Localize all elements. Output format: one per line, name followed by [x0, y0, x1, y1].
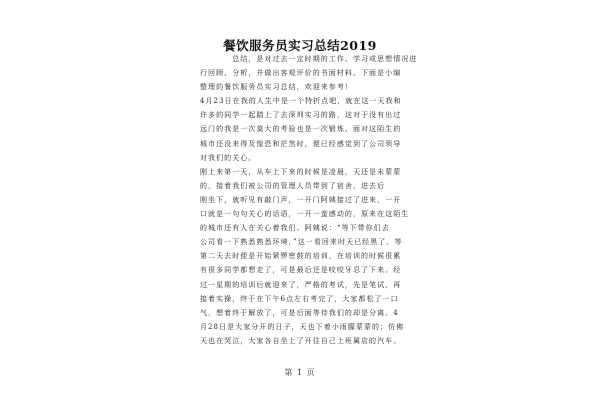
body-line: 有很多同学都想走了，可是最后还是咬咬牙忍了下来。经 — [200, 266, 402, 275]
body-line: 城市还没来得及惶恐和茫然时，便已经感觉到了公司领导 — [200, 139, 402, 148]
body-line: 刚上来第一天，从车上下来的时候是凌晨，天还是未蒙蒙 — [200, 167, 402, 176]
body-line: 天也在哭泣，大家各自坐上了开往自己上班属店的汽车。 — [200, 336, 402, 345]
body-line: 公司看一下熟悉熟悉环境，”这一看回来时天已经黑了。等 — [200, 238, 403, 247]
page-number: 第 1 页 — [284, 368, 316, 377]
body-line: 总结，是对过去一定时期的工作、学习或思想情况进 — [200, 55, 418, 63]
body-line: 月28日是大家分开的日子，天也下着小雨朦蒙蒙的；仿佛 — [200, 322, 405, 331]
body-line: 行回顾、分析，并做出客观评价的书面材料。下面是小编 — [200, 69, 402, 78]
body-line: 口就是一句句关心的话语，一开一蛮感动的，原来在这陌生 — [200, 210, 410, 219]
document-body — [200, 52, 420, 348]
document-title: 餐饮服务员实习总结2019 — [223, 38, 377, 53]
body-line: 远门的我是一次莫大的考验也是一次锻炼。面对这陌生的 — [200, 125, 402, 134]
body-line: 气，想着终于解放了，可是后面等待我们的却是分离。4 — [200, 308, 399, 317]
body-line: 对我们的关心。 — [200, 153, 257, 162]
body-line: 4月23日在我的人生中是一个特折点吧，就在这一天我和 — [200, 97, 402, 106]
body-line: 的城市还有人在关心着我们。阿姨说：“等下带你们去 — [200, 224, 390, 233]
body-line: 接着实操，终于在下午6点左右考完了，大家都松了一口 — [200, 294, 399, 303]
body-line: 第二天去时便是开始紧锣密鼓的培训，在培训的时候很累 — [200, 252, 402, 261]
body-line: 许多的同学一起踏上了去深圳实习的路，这对于没有出过 — [200, 111, 402, 120]
body-line: 过一星期的培训后就迎来了，严格的考试，先是笔试，再 — [200, 280, 402, 289]
body-line: 的，接着我们被公司的管理人员带到了宿舍，进去后 — [200, 181, 386, 190]
body-line: 刚坐下，就听见有敲门声，一开门阿姨接过了进来，一开 — [200, 195, 402, 204]
body-line: 整理的餐饮服务员实习总结，欢迎来参考！ — [200, 83, 353, 92]
